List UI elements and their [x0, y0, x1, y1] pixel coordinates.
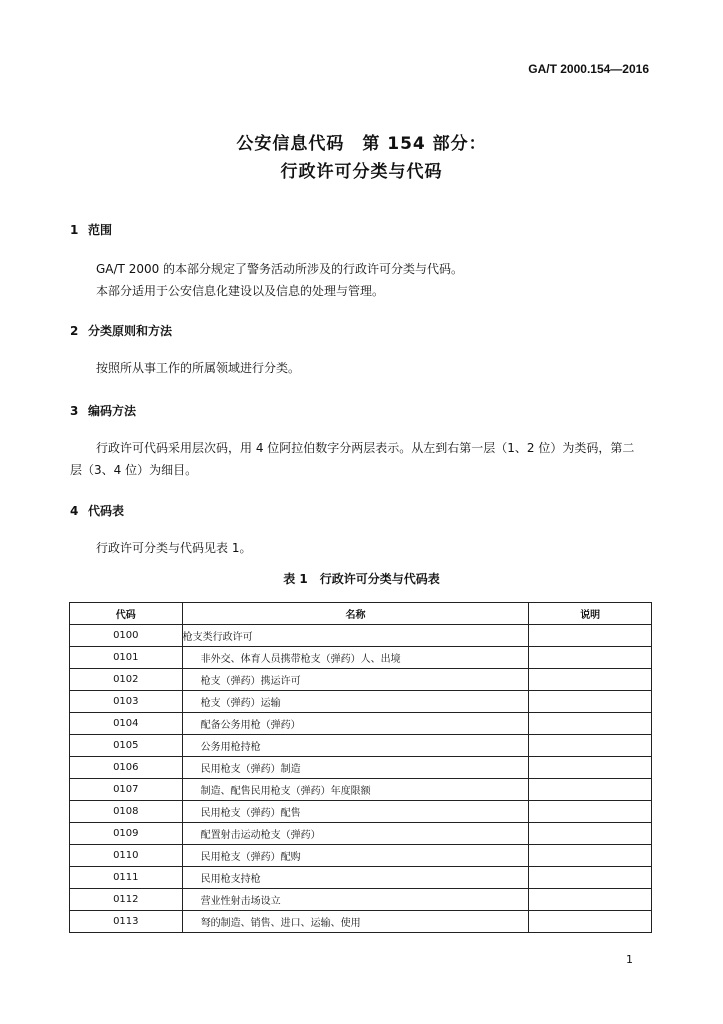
note-cell	[529, 823, 652, 845]
table-body	[70, 625, 652, 933]
name-cell: 配置射击运动枪支（弹药）	[182, 823, 529, 845]
note-cell	[529, 845, 652, 867]
code-cell: 0113	[70, 911, 183, 933]
document-code: GA/T 2000.154—2016	[528, 62, 649, 76]
code-cell: 0100	[70, 625, 183, 647]
table-row	[70, 889, 652, 911]
table-row	[70, 867, 652, 889]
table-row	[70, 911, 652, 933]
name-cell: 民用枪支持枪	[182, 867, 529, 889]
table-row	[70, 625, 652, 647]
code-cell: 0105	[70, 735, 183, 757]
note-cell	[529, 911, 652, 933]
table-caption: 表 1 行政许可分类与代码表	[283, 572, 440, 586]
document-title-line-2: 行政许可分类与代码	[280, 162, 443, 182]
name-cell: 非外交、体育人员携带枪支（弹药）人、出境	[182, 647, 529, 669]
table-row	[70, 669, 652, 691]
code-cell: 0106	[70, 757, 183, 779]
section-number: 1	[70, 223, 79, 237]
note-cell	[529, 779, 652, 801]
note-cell	[529, 647, 652, 669]
table-header-row	[70, 603, 652, 625]
name-cell: 制造、配售民用枪支（弹药）年度限额	[182, 779, 529, 801]
name-cell: 民用枪支（弹药）制造	[182, 757, 529, 779]
section-title: 范围	[88, 223, 113, 237]
table-row	[70, 691, 652, 713]
table-row	[70, 647, 652, 669]
page-number: 1	[626, 953, 633, 966]
table-row	[70, 779, 652, 801]
code-cell: 0107	[70, 779, 183, 801]
section-1-paragraph-1: GA/T 2000 的本部分规定了警务活动所涉及的行政许可分类与代码。	[96, 262, 464, 276]
section-2-heading	[70, 322, 172, 339]
section-3-paragraph-1: 行政许可代码采用层次码，用 4 位阿拉伯数字分两层表示。从左到右第一层（1、2 位）为类码，第二	[96, 441, 635, 455]
section-1-heading	[70, 221, 112, 238]
section-number: 3	[70, 404, 79, 418]
code-cell: 0104	[70, 713, 183, 735]
column-header-note: 说明	[529, 603, 652, 625]
section-title: 编码方法	[88, 404, 137, 418]
name-cell: 民用枪支（弹药）配购	[182, 845, 529, 867]
note-cell	[529, 867, 652, 889]
section-3-heading	[70, 402, 136, 419]
code-cell: 0109	[70, 823, 183, 845]
code-cell: 0103	[70, 691, 183, 713]
note-cell	[529, 713, 652, 735]
document-title-line-1: 公安信息代码 第 154 部分：	[236, 134, 487, 154]
table-row	[70, 713, 652, 735]
section-4-paragraph-1: 行政许可分类与代码见表 1。	[96, 541, 252, 555]
note-cell	[529, 757, 652, 779]
name-cell: 配备公务用枪（弹药）	[182, 713, 529, 735]
code-cell: 0111	[70, 867, 183, 889]
section-1-paragraph-2: 本部分适用于公安信息化建设以及信息的处理与管理。	[96, 284, 385, 298]
section-title: 分类原则和方法	[88, 324, 173, 338]
section-3-paragraph-2: 层（3、4 位）为细目。	[70, 463, 198, 477]
column-header-name: 名称	[182, 603, 529, 625]
name-cell: 枪支类行政许可	[182, 625, 529, 647]
table-row	[70, 757, 652, 779]
section-4-heading	[70, 502, 124, 519]
code-cell: 0110	[70, 845, 183, 867]
section-2-paragraph-1: 按照所从事工作的所属领域进行分类。	[96, 361, 301, 375]
code-table	[69, 602, 652, 933]
note-cell	[529, 625, 652, 647]
code-cell: 0101	[70, 647, 183, 669]
name-cell: 枪支（弹药）携运许可	[182, 669, 529, 691]
section-title: 代码表	[88, 504, 125, 518]
table-row	[70, 823, 652, 845]
note-cell	[529, 735, 652, 757]
name-cell: 营业性射击场设立	[182, 889, 529, 911]
note-cell	[529, 889, 652, 911]
table-row	[70, 801, 652, 823]
table-row	[70, 845, 652, 867]
name-cell: 枪支（弹药）运输	[182, 691, 529, 713]
table-row	[70, 735, 652, 757]
section-number: 2	[70, 324, 79, 338]
code-cell: 0108	[70, 801, 183, 823]
column-header-code: 代码	[70, 603, 183, 625]
name-cell: 民用枪支（弹药）配售	[182, 801, 529, 823]
code-cell: 0112	[70, 889, 183, 911]
note-cell	[529, 669, 652, 691]
section-number: 4	[70, 504, 79, 518]
name-cell: 公务用枪持枪	[182, 735, 529, 757]
note-cell	[529, 801, 652, 823]
note-cell	[529, 691, 652, 713]
code-cell: 0102	[70, 669, 183, 691]
name-cell: 弩的制造、销售、进口、运输、使用	[182, 911, 529, 933]
